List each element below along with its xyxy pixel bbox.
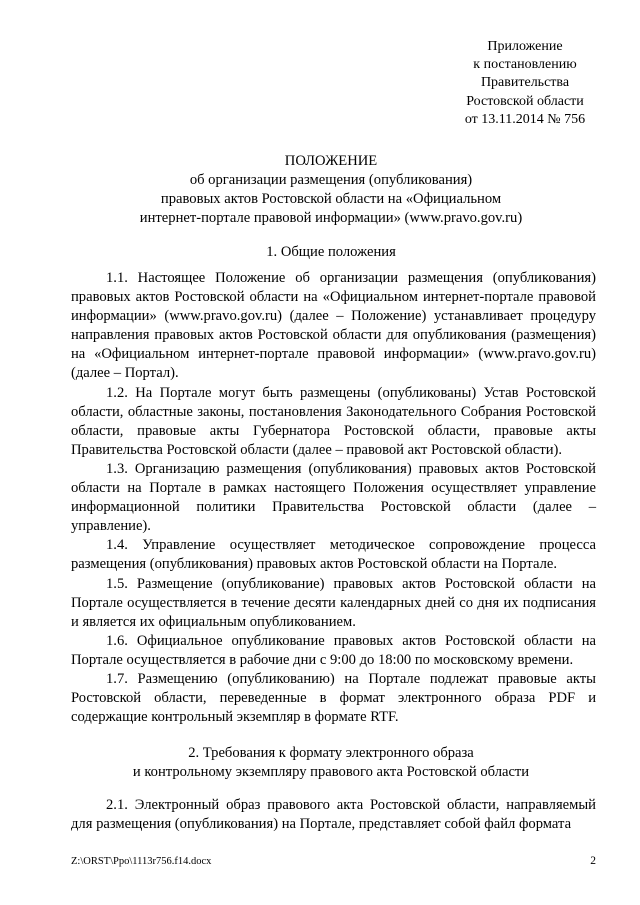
title-line: интернет-портале правовой информации» (www.pravo.gov.ru) [139, 210, 523, 226]
paragraph-1-4: 1.4. Управление осуществляет методическое сопровождение процесса размещения (опубликования) правовых актов Ростовской области на Портале. [71, 537, 596, 573]
paragraph-1-7: 1.7. Размещению (опубликованию) на Портале подлежат правовые акты Ростовской области, переведенные в формат электронного образа PDF и содержащие контрольный экземпляр в формате RTF. [71, 670, 596, 726]
document-title [0, 152, 640, 228]
paragraph-1-6: 1.6. Официальное опубликование правовых актов Ростовской области на Портале осуществляется в рабочие дни с 9:00 до 18:00 по московскому времени. [71, 632, 596, 668]
paragraph-2-1: 2.1. Электронный образ правового акта Ростовской области, направляемый для размещения (опубликования) на Портале, представляет собой файл формата [71, 797, 596, 833]
appendix-line: Ростовской области [466, 93, 584, 109]
section-2-body [71, 796, 596, 834]
footer-file-path: Z:\ORST\Ppo\1113r756.f14.docx [71, 856, 212, 867]
title-line: правовых актов Ростовской области на «Официальном [160, 191, 502, 207]
section-heading-line: 1. Общие положения [266, 244, 396, 260]
section-heading-line: 2. Требования к формату электронного образа [188, 745, 474, 761]
title-line: ПОЛОЖЕНИЕ [284, 153, 378, 169]
appendix-line: Правительства [480, 75, 570, 91]
section-1-heading [0, 243, 640, 262]
appendix-line: Приложение [487, 39, 563, 54]
paragraph-1-3: 1.3. Организацию размещения (опубликования) правовых актов Ростовской области на Портале в рамках настоящего Положения осуществляет управление информационной политики Правительства Ростовской области (далее – управление). [71, 460, 596, 535]
appendix-line: к постановлению [473, 57, 577, 73]
section-1-body [71, 269, 596, 727]
paragraph-1-5: 1.5. Размещение (опубликование) правовых актов Ростовской области на Портале осуществляется в течение десяти календарных дней со дня их подписания и является их официальным опубликованием. [71, 575, 596, 630]
page-number: 2 [590, 855, 596, 867]
paragraph-1-2: 1.2. На Портале могут быть размещены (опубликованы) Устав Ростовской области, областные законы, постановления Законодательного Собрания Ростовской области, правовые акты Губернатора Ростовской области, правовые акты Правительства Ростовской области (далее – правовой акт Ростовской области). [71, 384, 596, 458]
paragraph-1-1: 1.1. Настоящее Положение об организации размещения (опубликования) правовых актов Ростовской области на «Официальном интернет-портале правовой информации» (www.pravo.gov.ru) (далее – Положение) устанавливает процедуру направления правовых актов Ростовской области для опубликования (размещения) на «Официальном интернет-портале правовой информации» (www.pravo.gov.ru) (далее – Портал). [71, 270, 596, 382]
appendix-block [400, 38, 640, 129]
section-heading-line: и контрольному экземпляру правового акта Ростовской области [132, 764, 530, 780]
section-2-heading [0, 744, 640, 782]
appendix-line: от 13.11.2014 № 756 [464, 111, 586, 127]
title-line: об организации размещения (опубликования) [189, 172, 473, 188]
